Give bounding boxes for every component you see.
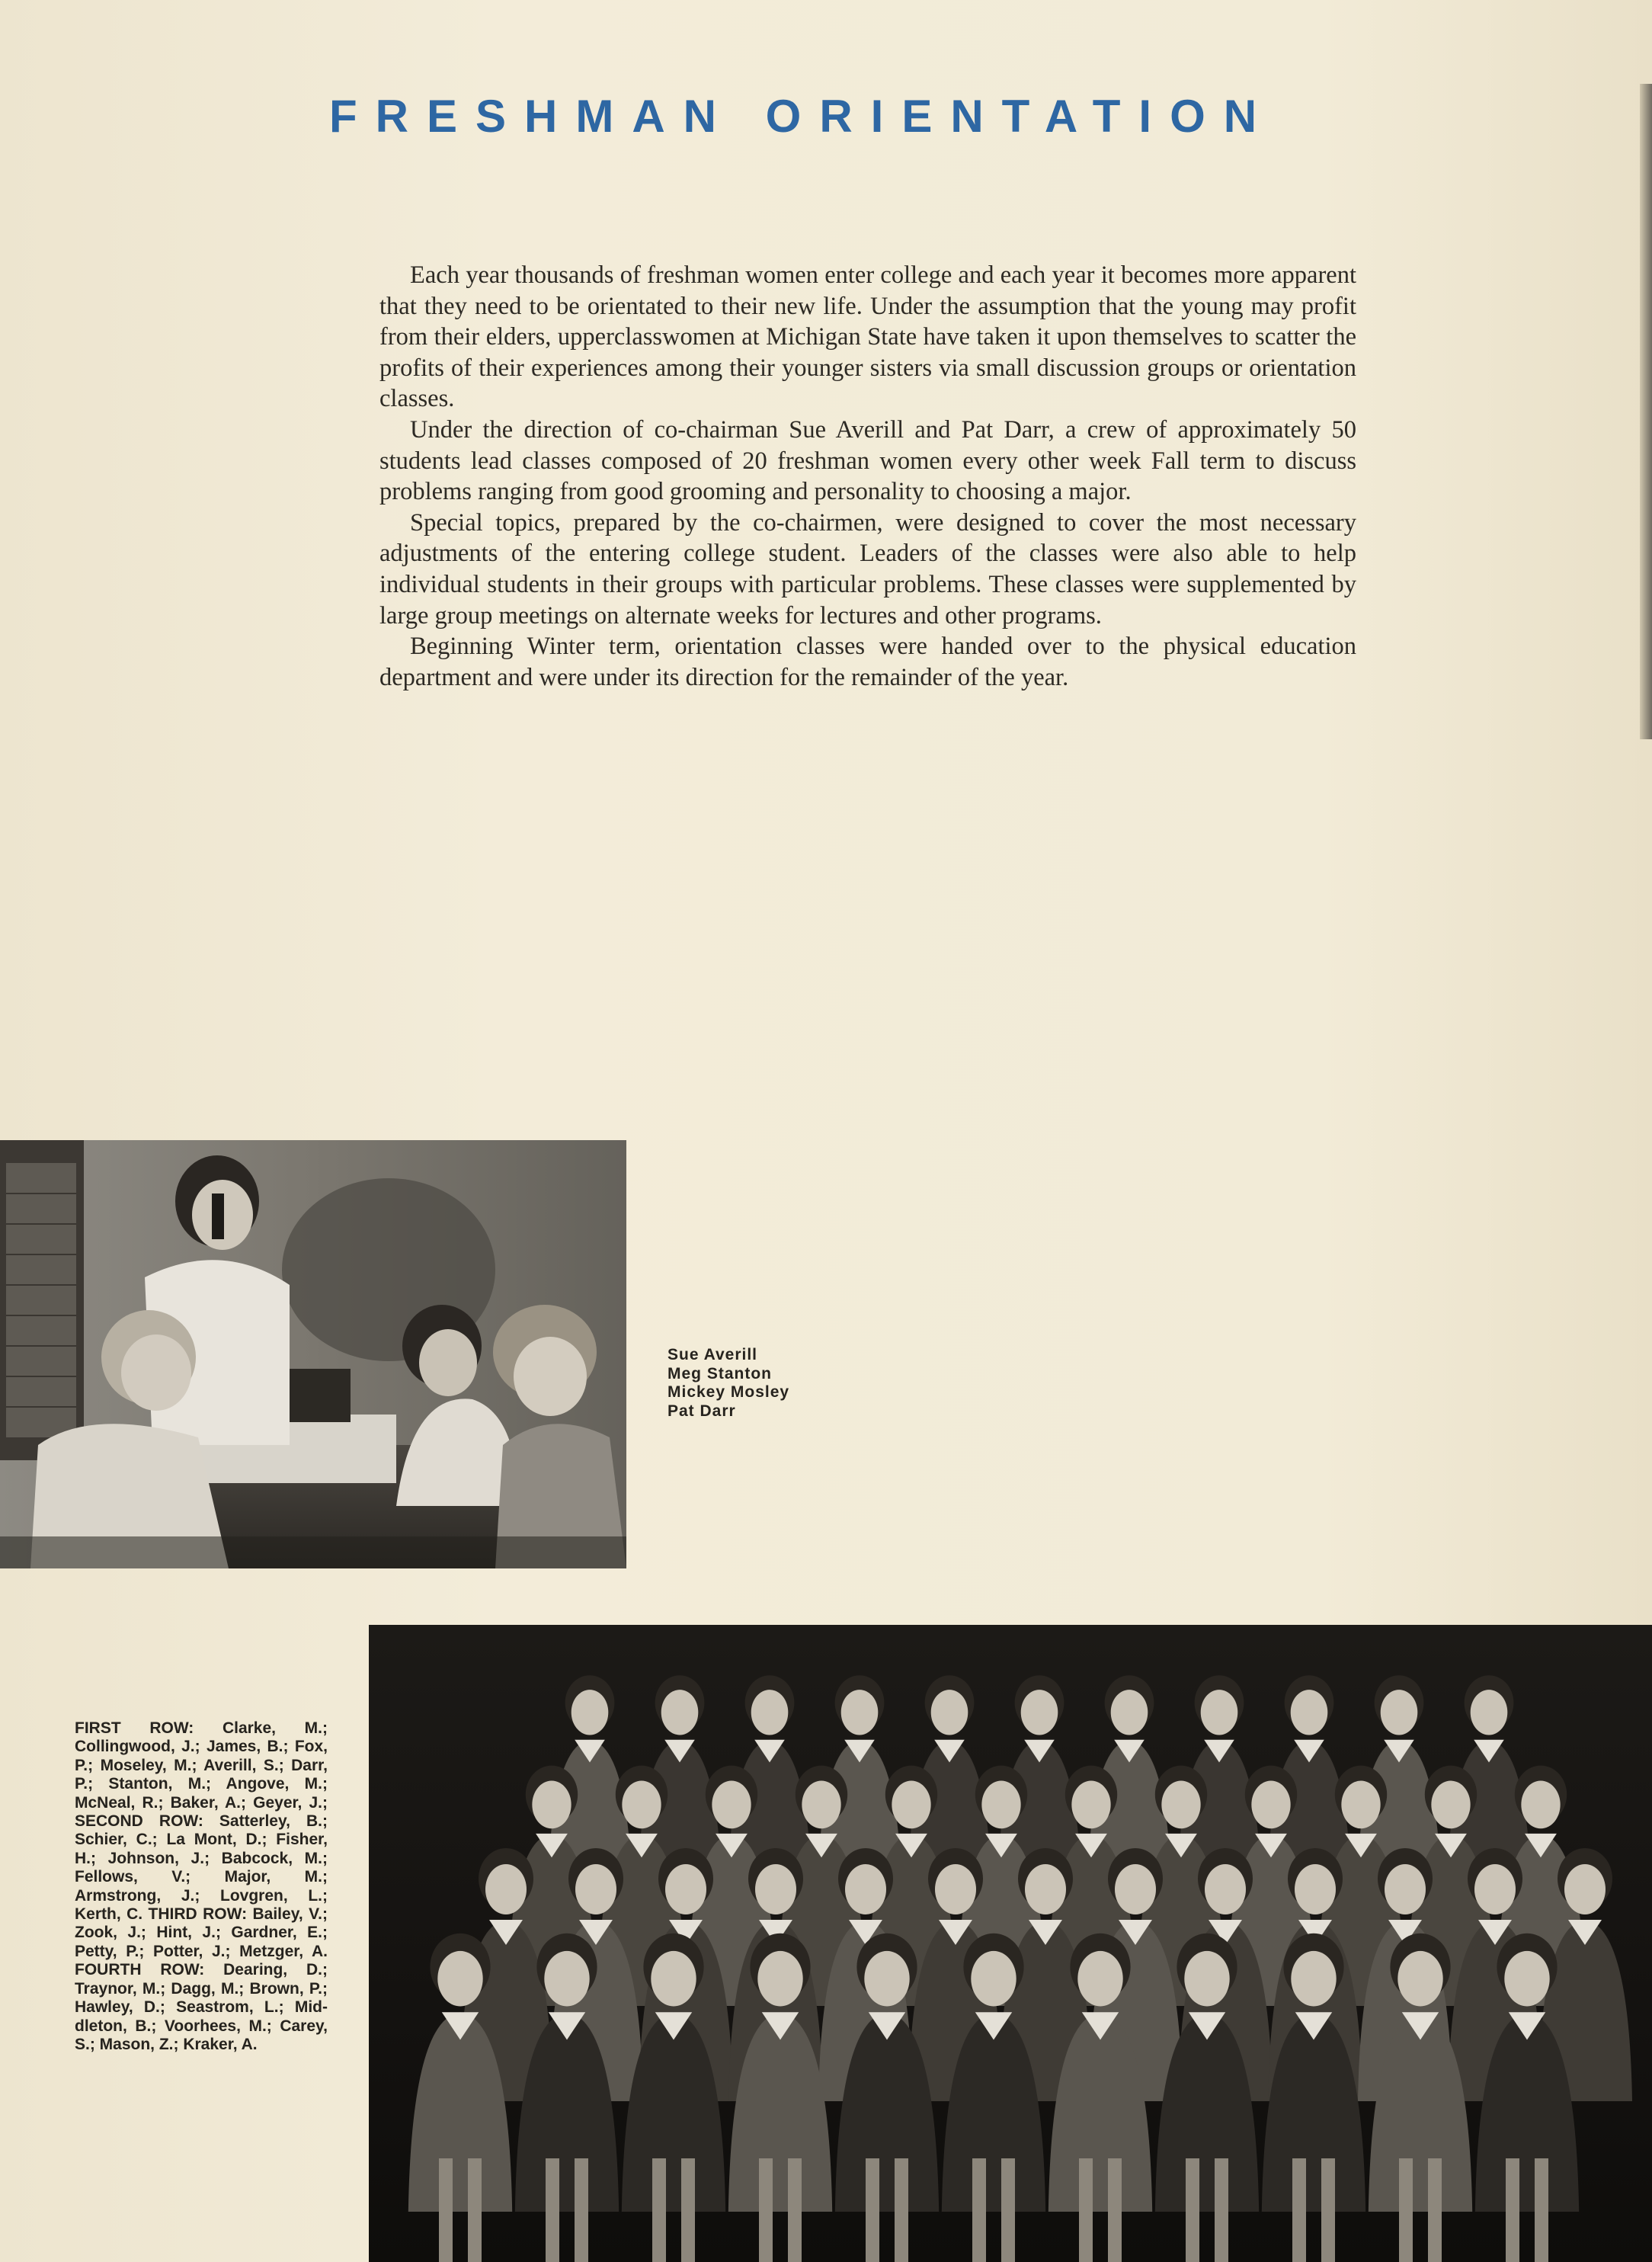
caption-name: Meg Stanton xyxy=(668,1364,772,1383)
group-photo-image xyxy=(369,1625,1652,2262)
caption-name: Sue Averill xyxy=(668,1346,757,1363)
page-edge-shadow xyxy=(1640,84,1652,739)
group-photo-caption: FIRST ROW: Clarke, M.; Collingwood, J.; James, B.; Fox, P.; Moseley, M.; Averill, S.; Darr, P.; Stanton, M.; Angove, M.; McNeal, R.; Baker, A.; Geyer, J.; SECOND ROW: Satterley, B.; Schier, C.; La Mont, D.; Fisher, H.; Johnson, J.; Babcock, M.; Fellows, V.; Major, M.; Armstrong, J.; Lovgren, L.; Kerth, C. THIRD ROW: Bailey, V.; Zook, J.; Hint, J.; Gardner, E.; Petty, P.; Potter, J.; Metzger, A. FOURTH ROW: Dearing, D.; Traynor, M.; Dagg, M.; Brown, P.; Hawley, D.; Seastrom, L.; Middleton, B.; Voorhees, M.; Carey, S.; Mason, Z.; Kraker, A. xyxy=(75,1719,328,2053)
office-photo-image xyxy=(0,1140,626,1568)
article-body xyxy=(379,260,1356,693)
page-title: FRESHMAN ORIENTATION xyxy=(329,91,1276,142)
article-paragraph-3: Special topics, prepared by the co-chairmen, were designed to cover the most necessary adjustments of the entering college student. Leaders of the classes were also able to help individual students in their groups with particular problems. These classes were supplemented by large group meetings on alternate weeks for lectures and other programs. xyxy=(379,508,1356,630)
office-photo xyxy=(0,1140,626,1568)
article-paragraph-2: Under the direction of co-chairman Sue Averill and Pat Darr, a crew of approximately 50 students lead classes composed of 20 freshman women every other week Fall term to discuss problems ranging from good grooming and personality to choosing a major. xyxy=(379,415,1356,506)
caption-name: Pat Darr xyxy=(668,1402,736,1420)
caption-name: Mickey Mosley xyxy=(668,1383,790,1401)
article-paragraph-1: Each year thousands of freshman women enter college and each year it becomes more apparent that they need to be orientated to their new life. Under the assumption that the young may profit from their elders, upperclasswomen at Michigan State have taken it upon themselves to scatter the profits of their experiences among their younger sisters via small discussion groups or orientation classes. xyxy=(379,261,1356,413)
office-photo-caption xyxy=(668,1346,835,1421)
article-paragraph-4: Beginning Winter term, orientation classes were handed over to the physical education department and were under its direction for the remainder of the year. xyxy=(379,633,1356,691)
group-photo xyxy=(369,1625,1652,2262)
